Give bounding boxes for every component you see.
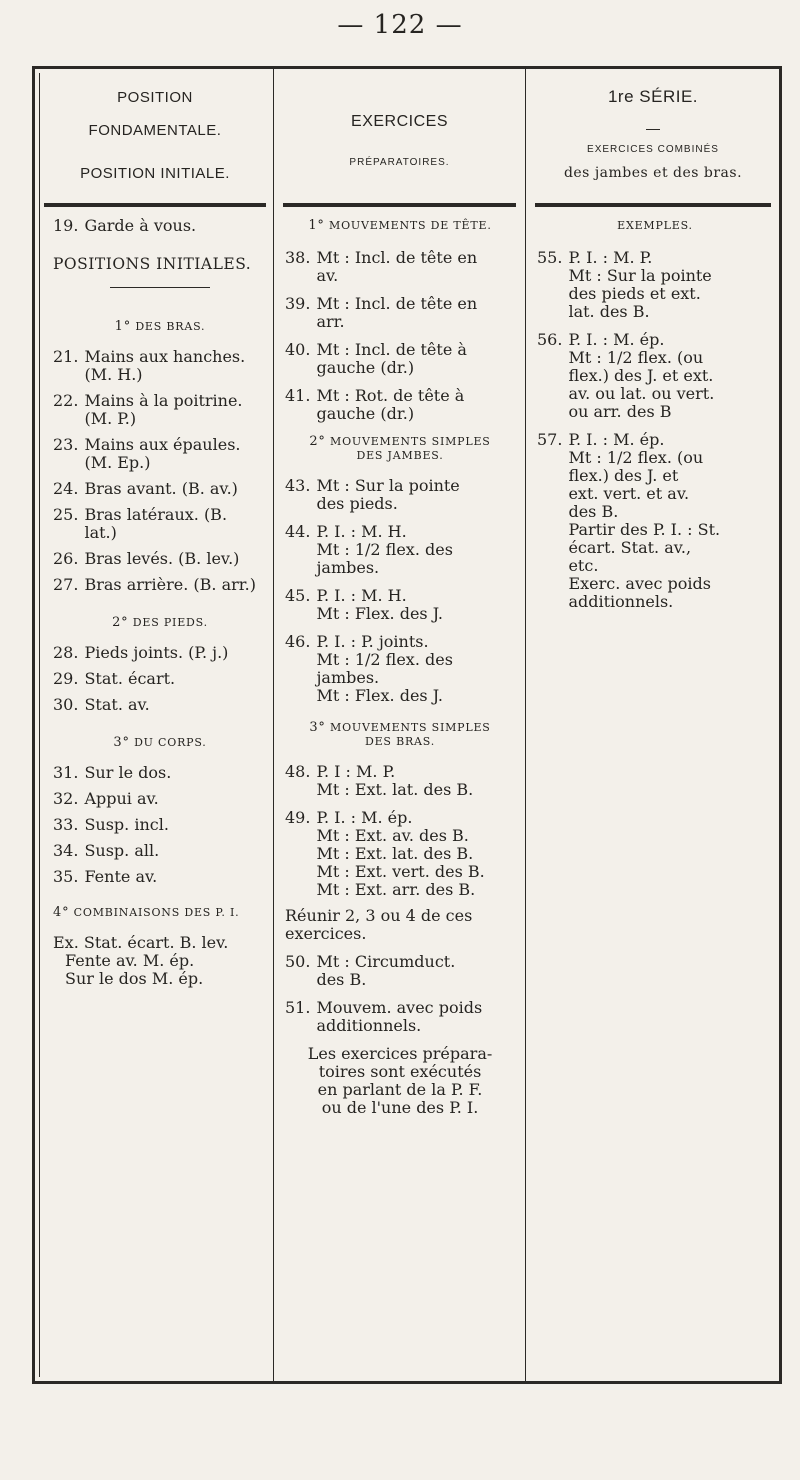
list-item xyxy=(285,587,515,623)
item-text xyxy=(316,953,515,989)
item-line: Bras levés. (B. lev.) xyxy=(84,549,240,568)
list-item xyxy=(53,392,267,428)
list-item xyxy=(53,348,267,384)
list-item xyxy=(53,790,267,808)
item-line: gauche (dr.) xyxy=(316,404,415,423)
section-label: DES BRAS. xyxy=(364,735,436,748)
column-separator-2 xyxy=(525,69,526,1381)
list-item xyxy=(537,249,773,321)
item-number: 46. xyxy=(285,632,311,651)
list-item xyxy=(285,387,515,423)
list-item xyxy=(53,480,267,498)
item-line: P. I. : M. ép. xyxy=(316,808,413,827)
item-number: 48. xyxy=(285,762,311,781)
item-line: P. I. : P. joints. xyxy=(316,632,429,651)
item-line: flex.) des J. et ext. xyxy=(568,366,714,385)
item-line: écart. Stat. av., xyxy=(568,538,692,557)
list-item xyxy=(53,868,267,886)
list-item xyxy=(53,644,267,662)
item-text xyxy=(316,633,515,705)
item-line: Mt : Ext. lat. des B. xyxy=(316,780,474,799)
item-line: Appui av. xyxy=(84,789,159,808)
list-item xyxy=(537,331,773,421)
item-text xyxy=(568,249,773,321)
header-line: des jambes et des bras. xyxy=(563,165,743,181)
item-line: Mt : 1/2 flex. des xyxy=(316,650,453,669)
section-heading xyxy=(285,721,515,749)
item-text xyxy=(316,763,515,799)
column-separator-1 xyxy=(273,69,274,1381)
header-line: 1re SÉRIE. xyxy=(607,87,699,106)
list-item xyxy=(285,809,515,899)
note-line: Réunir 2, 3 ou 4 de ces xyxy=(285,906,473,925)
item-number: 35. xyxy=(53,867,79,886)
item-line: Mt : Incl. de tête en xyxy=(316,248,478,267)
item-line: gauche (dr.) xyxy=(316,358,415,377)
table-frame xyxy=(32,66,782,1384)
item-line: Mt : Incl. de tête à xyxy=(316,340,467,359)
item-line: Mains aux hanches. xyxy=(84,347,246,366)
item-text xyxy=(568,431,773,611)
section-ordinal: 2° xyxy=(112,615,129,630)
item-line: P. I. : M. P. xyxy=(568,248,653,267)
item-text xyxy=(84,550,267,568)
item-number: 22. xyxy=(53,391,79,410)
item-line: des B. xyxy=(316,970,367,989)
item-line: P. I. : M. ép. xyxy=(568,330,665,349)
item-number: 33. xyxy=(53,815,79,834)
item-line: Fente av. xyxy=(84,867,158,886)
item-line: Bras avant. (B. av.) xyxy=(84,479,238,498)
note-line: ou de l'une des P. I. xyxy=(321,1098,479,1117)
item-text xyxy=(316,387,515,423)
section-heading xyxy=(53,616,267,630)
item-line: Exerc. avec poids xyxy=(568,574,711,593)
section-label: COMBINAISONS DES P. I. xyxy=(73,906,240,919)
header-dash xyxy=(646,129,660,130)
item-text xyxy=(84,392,267,428)
item-text xyxy=(84,644,267,662)
item-line: P. I. : M. H. xyxy=(316,586,407,605)
item-text xyxy=(84,696,267,714)
list-item xyxy=(285,341,515,377)
list-item xyxy=(53,217,267,235)
item-number: 23. xyxy=(53,435,79,454)
section-heading xyxy=(53,736,267,750)
item-line: ou arr. des B xyxy=(568,402,672,421)
item-number: 57. xyxy=(537,430,563,449)
item-line: (M. Ep.) xyxy=(84,453,151,472)
list-item xyxy=(285,999,515,1035)
example-line: Sur le dos M. ép. xyxy=(65,969,204,988)
item-text xyxy=(84,868,267,886)
item-number: 45. xyxy=(285,586,311,605)
item-line: Pieds joints. (P. j.) xyxy=(84,643,229,662)
item-number: 32. xyxy=(53,789,79,808)
list-tete xyxy=(285,249,515,423)
item-line: arr. xyxy=(316,312,345,331)
list-item xyxy=(285,249,515,285)
item-number: 38. xyxy=(285,248,311,267)
list-item xyxy=(537,431,773,611)
item-number: 31. xyxy=(53,763,79,782)
item-text xyxy=(316,523,515,577)
list-bras xyxy=(53,348,267,594)
execution-note xyxy=(285,1045,515,1117)
item-number: 56. xyxy=(537,330,563,349)
list-item xyxy=(53,842,267,860)
item-number: 34. xyxy=(53,841,79,860)
item-text xyxy=(84,348,267,384)
divider xyxy=(110,287,210,288)
note-line: Les exercices prépara- xyxy=(307,1044,493,1063)
list-pieds xyxy=(53,644,267,714)
item-number: 30. xyxy=(53,695,79,714)
section-ordinal: 2° xyxy=(309,434,326,449)
item-text xyxy=(84,764,267,782)
item-line: Mt : Flex. des J. xyxy=(316,604,443,623)
item-line: Bras arrière. (B. arr.) xyxy=(84,575,256,594)
item-number: 55. xyxy=(537,248,563,267)
section-heading xyxy=(53,906,267,920)
list-item xyxy=(285,295,515,331)
item-text xyxy=(316,295,515,331)
item-text xyxy=(316,477,515,513)
list-item xyxy=(285,523,515,577)
item-line: Mt : Sur la pointe xyxy=(316,476,460,495)
item-line: Sur le dos. xyxy=(84,763,172,782)
item-number: 27. xyxy=(53,575,79,594)
item-number: 25. xyxy=(53,505,79,524)
item-text xyxy=(84,506,267,542)
column-positions xyxy=(53,215,267,988)
item-line: jambes. xyxy=(316,668,380,687)
header-rule-2 xyxy=(283,203,516,207)
header-position-fondamentale xyxy=(44,69,266,203)
item-line: Mt : Ext. arr. des B. xyxy=(316,880,476,899)
list-jambes xyxy=(285,477,515,705)
combine-note xyxy=(285,907,515,943)
item-number: 39. xyxy=(285,294,311,313)
item-text xyxy=(84,576,267,594)
example-line: Fente av. M. ép. xyxy=(65,951,195,970)
item-text xyxy=(316,809,515,899)
item-text xyxy=(316,249,515,285)
item-line: P. I. : M. H. xyxy=(316,522,407,541)
list-item xyxy=(53,550,267,568)
list-item xyxy=(285,477,515,513)
section-ordinal: 3° xyxy=(113,735,130,750)
header-line: EXERCICES COMBINÉS xyxy=(587,144,719,155)
section-label: DES PIEDS. xyxy=(132,616,208,629)
item-line: Mt : Rot. de tête à xyxy=(316,386,465,405)
column-exemples xyxy=(537,215,773,611)
item-line: Stat. av. xyxy=(84,695,150,714)
item-line: Mains à la poitrine. xyxy=(84,391,243,410)
item-line: jambes. xyxy=(316,558,380,577)
item-number: 51. xyxy=(285,998,311,1017)
list-item xyxy=(53,764,267,782)
section-title: POSITIONS INITIALES. xyxy=(53,255,252,273)
item-line: Mouvem. avec poids xyxy=(316,998,483,1017)
item-line: av. xyxy=(316,266,339,285)
list-corps xyxy=(53,764,267,886)
list-more xyxy=(285,953,515,1035)
list-item xyxy=(53,696,267,714)
item-line: Mt : Sur la pointe xyxy=(568,266,712,285)
combinations-example xyxy=(53,934,267,988)
item-line: ext. vert. et av. xyxy=(568,484,690,503)
item-line: des pieds et ext. xyxy=(568,284,701,303)
item-line: Bras latéraux. (B. xyxy=(84,505,228,524)
item-line: des B. xyxy=(568,502,619,521)
item-number: 43. xyxy=(285,476,311,495)
list-item xyxy=(53,506,267,542)
section-label: MOUVEMENTS DE TÊTE. xyxy=(329,219,492,232)
item-line: av. ou lat. ou vert. xyxy=(568,384,715,403)
section-ordinal: 1° xyxy=(114,319,132,334)
item-line: Mt : 1/2 flex. (ou xyxy=(568,348,704,367)
section-heading xyxy=(53,320,267,334)
header-line: POSITION xyxy=(117,89,193,106)
item-line: additionnels. xyxy=(316,1016,422,1035)
section-ordinal: 1° xyxy=(308,218,325,233)
item-line: Susp. all. xyxy=(84,841,160,860)
example-line: Ex. Stat. écart. B. lev. xyxy=(53,933,229,952)
item-line: (M. H.) xyxy=(84,365,143,384)
section-ordinal: 3° xyxy=(309,720,326,735)
item-number: 40. xyxy=(285,340,311,359)
item-text xyxy=(316,999,515,1035)
item-text xyxy=(84,842,267,860)
item-line: P. I : M. P. xyxy=(316,762,396,781)
section-ordinal: 4° xyxy=(53,905,70,920)
item-line: Mains aux épaules. xyxy=(84,435,241,454)
item-line: Mt : Ext. lat. des B. xyxy=(316,844,474,863)
item-number: 41. xyxy=(285,386,311,405)
item-line: Mt : Flex. des J. xyxy=(316,686,443,705)
page-number: — 122 — xyxy=(337,10,463,40)
list-bras-mouvements xyxy=(285,763,515,899)
item-line: Mt : Circumduct. xyxy=(316,952,456,971)
list-item xyxy=(285,763,515,799)
item-number: 28. xyxy=(53,643,79,662)
item-text xyxy=(84,816,267,834)
item-line: (M. P.) xyxy=(84,409,137,428)
section-label: DES BRAS. xyxy=(135,320,206,333)
item-line: lat. des B. xyxy=(568,302,650,321)
item-line: Mt : 1/2 flex. (ou xyxy=(568,448,704,467)
header-rule-1 xyxy=(44,203,266,207)
item-line: Partir des P. I. : St. xyxy=(568,520,721,539)
section-heading xyxy=(285,219,515,233)
item-number: 44. xyxy=(285,522,311,541)
item-line: Mt : Ext. vert. des B. xyxy=(316,862,485,881)
item-text xyxy=(84,480,267,498)
item-number: 19. xyxy=(53,216,79,235)
item-text xyxy=(568,331,773,421)
item-line: Mt : Incl. de tête en xyxy=(316,294,478,313)
note-line: toires sont exécutés xyxy=(318,1062,482,1081)
item-line: Mt : 1/2 flex. des xyxy=(316,540,453,559)
section-label: DES JAMBES. xyxy=(356,449,444,462)
item-number: 21. xyxy=(53,347,79,366)
item-number: 24. xyxy=(53,479,79,498)
section-heading xyxy=(285,435,515,463)
list-item xyxy=(53,816,267,834)
item-text xyxy=(84,670,267,688)
item-number: 26. xyxy=(53,549,79,568)
note-line: exercices. xyxy=(285,924,367,943)
list-item xyxy=(53,670,267,688)
section-label: MOUVEMENTS SIMPLES xyxy=(330,435,491,448)
section-label: DU CORPS. xyxy=(134,736,207,749)
item-line: P. I. : M. ép. xyxy=(568,430,665,449)
item-text xyxy=(316,587,515,623)
header-line: PRÉPARATOIRES. xyxy=(349,157,450,168)
header-rule-3 xyxy=(535,203,771,207)
section-label: MOUVEMENTS SIMPLES xyxy=(330,721,491,734)
item-line: etc. xyxy=(568,556,599,575)
header-line: EXERCICES xyxy=(351,113,448,130)
item-text xyxy=(316,341,515,377)
item-line: additionnels. xyxy=(568,592,674,611)
item-line: flex.) des J. et xyxy=(568,466,679,485)
header-line: FONDAMENTALE. xyxy=(88,122,222,139)
header-premiere-serie xyxy=(535,69,771,203)
item-line: lat.) xyxy=(84,523,117,542)
section-heading: EXEMPLES. xyxy=(617,219,693,232)
frame-inner-border xyxy=(39,73,40,1377)
list-item xyxy=(285,953,515,989)
item-text xyxy=(84,790,267,808)
list-exemples xyxy=(537,249,773,611)
note-line: en parlant de la P. F. xyxy=(317,1080,483,1099)
item-number: 49. xyxy=(285,808,311,827)
list-item xyxy=(53,576,267,594)
item-number: 29. xyxy=(53,669,79,688)
column-exercices xyxy=(285,215,515,1117)
header-line: POSITION INITIALE. xyxy=(80,165,230,182)
item-text: Garde à vous. xyxy=(84,216,197,235)
header-exercices-preparatoires xyxy=(283,69,516,203)
item-number: 50. xyxy=(285,952,311,971)
list-item xyxy=(285,633,515,705)
list-item xyxy=(53,436,267,472)
item-line: Mt : Ext. av. des B. xyxy=(316,826,469,845)
item-line: des pieds. xyxy=(316,494,398,513)
item-line: Susp. incl. xyxy=(84,815,169,834)
item-text xyxy=(84,436,267,472)
item-line: Stat. écart. xyxy=(84,669,176,688)
